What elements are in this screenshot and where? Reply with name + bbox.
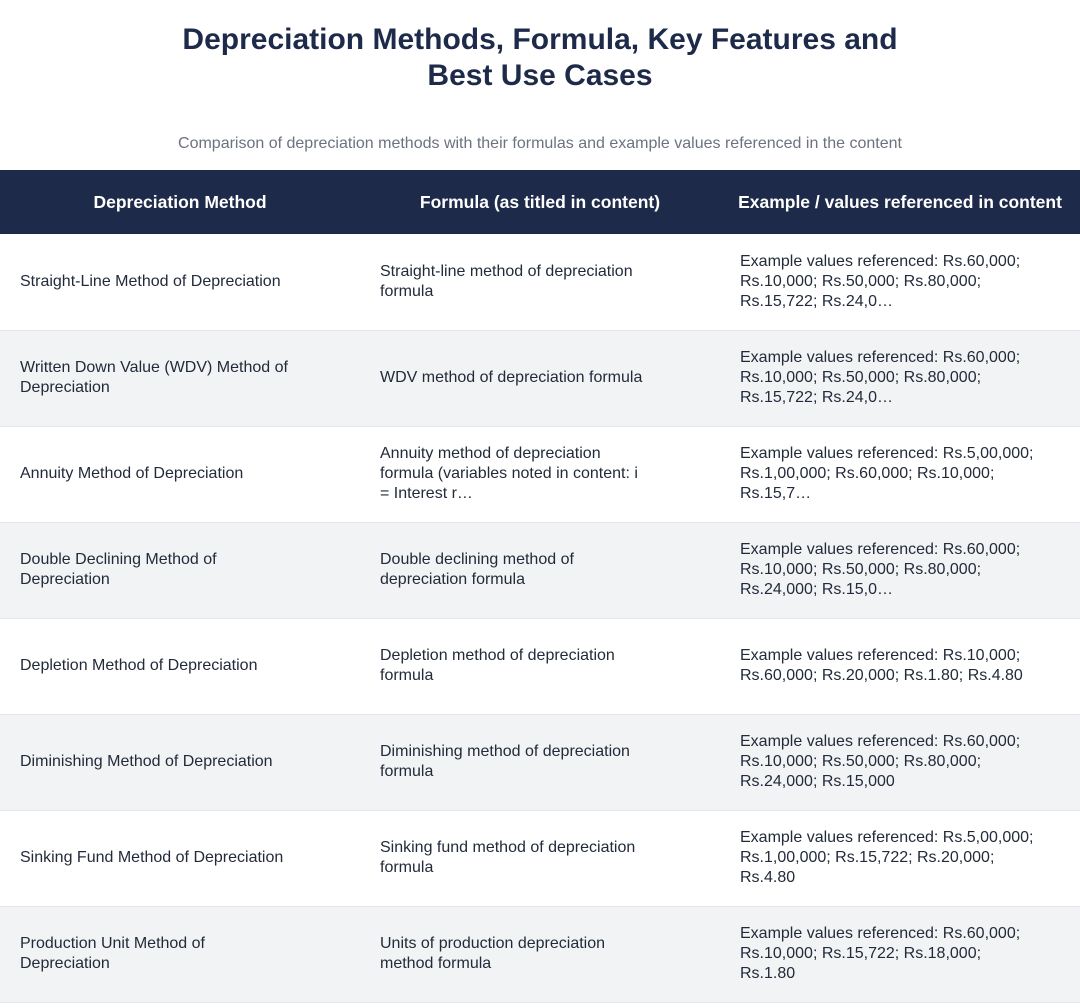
table-row [0, 330, 1080, 426]
formula-cell [360, 330, 720, 426]
page-title [0, 0, 1080, 94]
example-cell [720, 330, 1080, 426]
column-header-method: Depreciation Method [93, 191, 267, 212]
example-text: Example values referenced: Rs.60,000; Rs.10,000; Rs.50,000; Rs.80,000; Rs.15,722; Rs.24,0… [740, 349, 1021, 406]
method-name: Annuity Method of Depreciation [20, 465, 244, 482]
page-title-line-2: Best Use Cases [427, 59, 653, 92]
depreciation-methods-table [0, 170, 1080, 1003]
formula-cell [360, 906, 720, 1002]
example-cell [720, 426, 1080, 522]
method-name: Straight-Line Method of Depreciation [20, 272, 281, 290]
example-text: Example values referenced: Rs.5,00,000; Rs.1,00,000; Rs.60,000; Rs.10,000; Rs.15,7… [740, 445, 1034, 502]
method-name: Double Declining Method of Depreciation [20, 551, 217, 588]
example-cell [720, 522, 1080, 618]
page-subtitle: Comparison of depreciation methods with their formulas and example values referenced in the content [178, 135, 902, 152]
formula-text: WDV method of depreciation formula [380, 369, 643, 386]
example-cell [720, 810, 1080, 906]
method-cell [0, 906, 360, 1002]
formula-cell [360, 810, 720, 906]
example-text: Example values referenced: Rs.5,00,000; Rs.1,00,000; Rs.15,722; Rs.20,000; Rs.4.80 [740, 829, 1034, 886]
method-cell [0, 618, 360, 714]
formula-text: Diminishing method of depreciation formula [380, 743, 630, 780]
formula-cell [360, 426, 720, 522]
method-cell [0, 330, 360, 426]
example-text: Example values referenced: Rs.60,000; Rs.10,000; Rs.15,722; Rs.18,000; Rs.1.80 [740, 925, 1021, 982]
table-body [0, 234, 1080, 1002]
method-name: Production Unit Method of Depreciation [20, 935, 205, 972]
formula-text: Annuity method of depreciation formula (variables noted in content: i = Interest r… [380, 445, 638, 502]
table-header-row [0, 170, 1080, 234]
page-title-line-1: Depreciation Methods, Formula, Key Features and [182, 23, 898, 56]
formula-text: Depletion method of depreciation formula [380, 647, 615, 684]
method-cell [0, 522, 360, 618]
table-row [0, 714, 1080, 810]
column-header-formula: Formula (as titled in content) [419, 191, 661, 212]
method-name: Written Down Value (WDV) Method of Depreciation [20, 359, 288, 396]
table-row [0, 426, 1080, 522]
method-cell [0, 810, 360, 906]
table-row [0, 810, 1080, 906]
formula-text: Straight-line method of depreciation formula [380, 262, 633, 300]
formula-text: Sinking fund method of depreciation formula [380, 839, 636, 876]
method-name: Sinking Fund Method of Depreciation [20, 849, 284, 866]
example-text: Example values referenced: Rs.10,000; Rs.60,000; Rs.20,000; Rs.1.80; Rs.4.80 [740, 647, 1023, 684]
example-cell [720, 618, 1080, 714]
example-text: Example values referenced: Rs.60,000; Rs.10,000; Rs.50,000; Rs.80,000; Rs.24,000; Rs.15,000 [740, 733, 1021, 790]
example-cell [720, 234, 1080, 330]
example-cell [720, 714, 1080, 810]
method-cell [0, 234, 360, 330]
formula-cell [360, 618, 720, 714]
formula-text: Units of production depreciation method formula [380, 935, 606, 972]
method-cell [0, 714, 360, 810]
formula-cell [360, 714, 720, 810]
method-name: Depletion Method of Depreciation [20, 657, 258, 674]
formula-text: Double declining method of depreciation formula [380, 551, 574, 588]
example-text: Example values referenced: Rs.60,000; Rs.10,000; Rs.50,000; Rs.80,000; Rs.15,722; Rs.24,0… [740, 252, 1021, 310]
method-cell [0, 426, 360, 522]
method-name: Diminishing Method of Depreciation [20, 753, 273, 770]
table-row [0, 522, 1080, 618]
example-cell [720, 906, 1080, 1002]
table-header [0, 170, 1080, 234]
table-row [0, 234, 1080, 330]
column-header-example: Example / values referenced in content [738, 191, 1062, 212]
table-row [0, 618, 1080, 714]
table-row [0, 906, 1080, 1002]
formula-cell [360, 234, 720, 330]
example-text: Example values referenced: Rs.60,000; Rs.10,000; Rs.50,000; Rs.80,000; Rs.24,000; Rs.15,0… [740, 541, 1021, 598]
formula-cell [360, 522, 720, 618]
